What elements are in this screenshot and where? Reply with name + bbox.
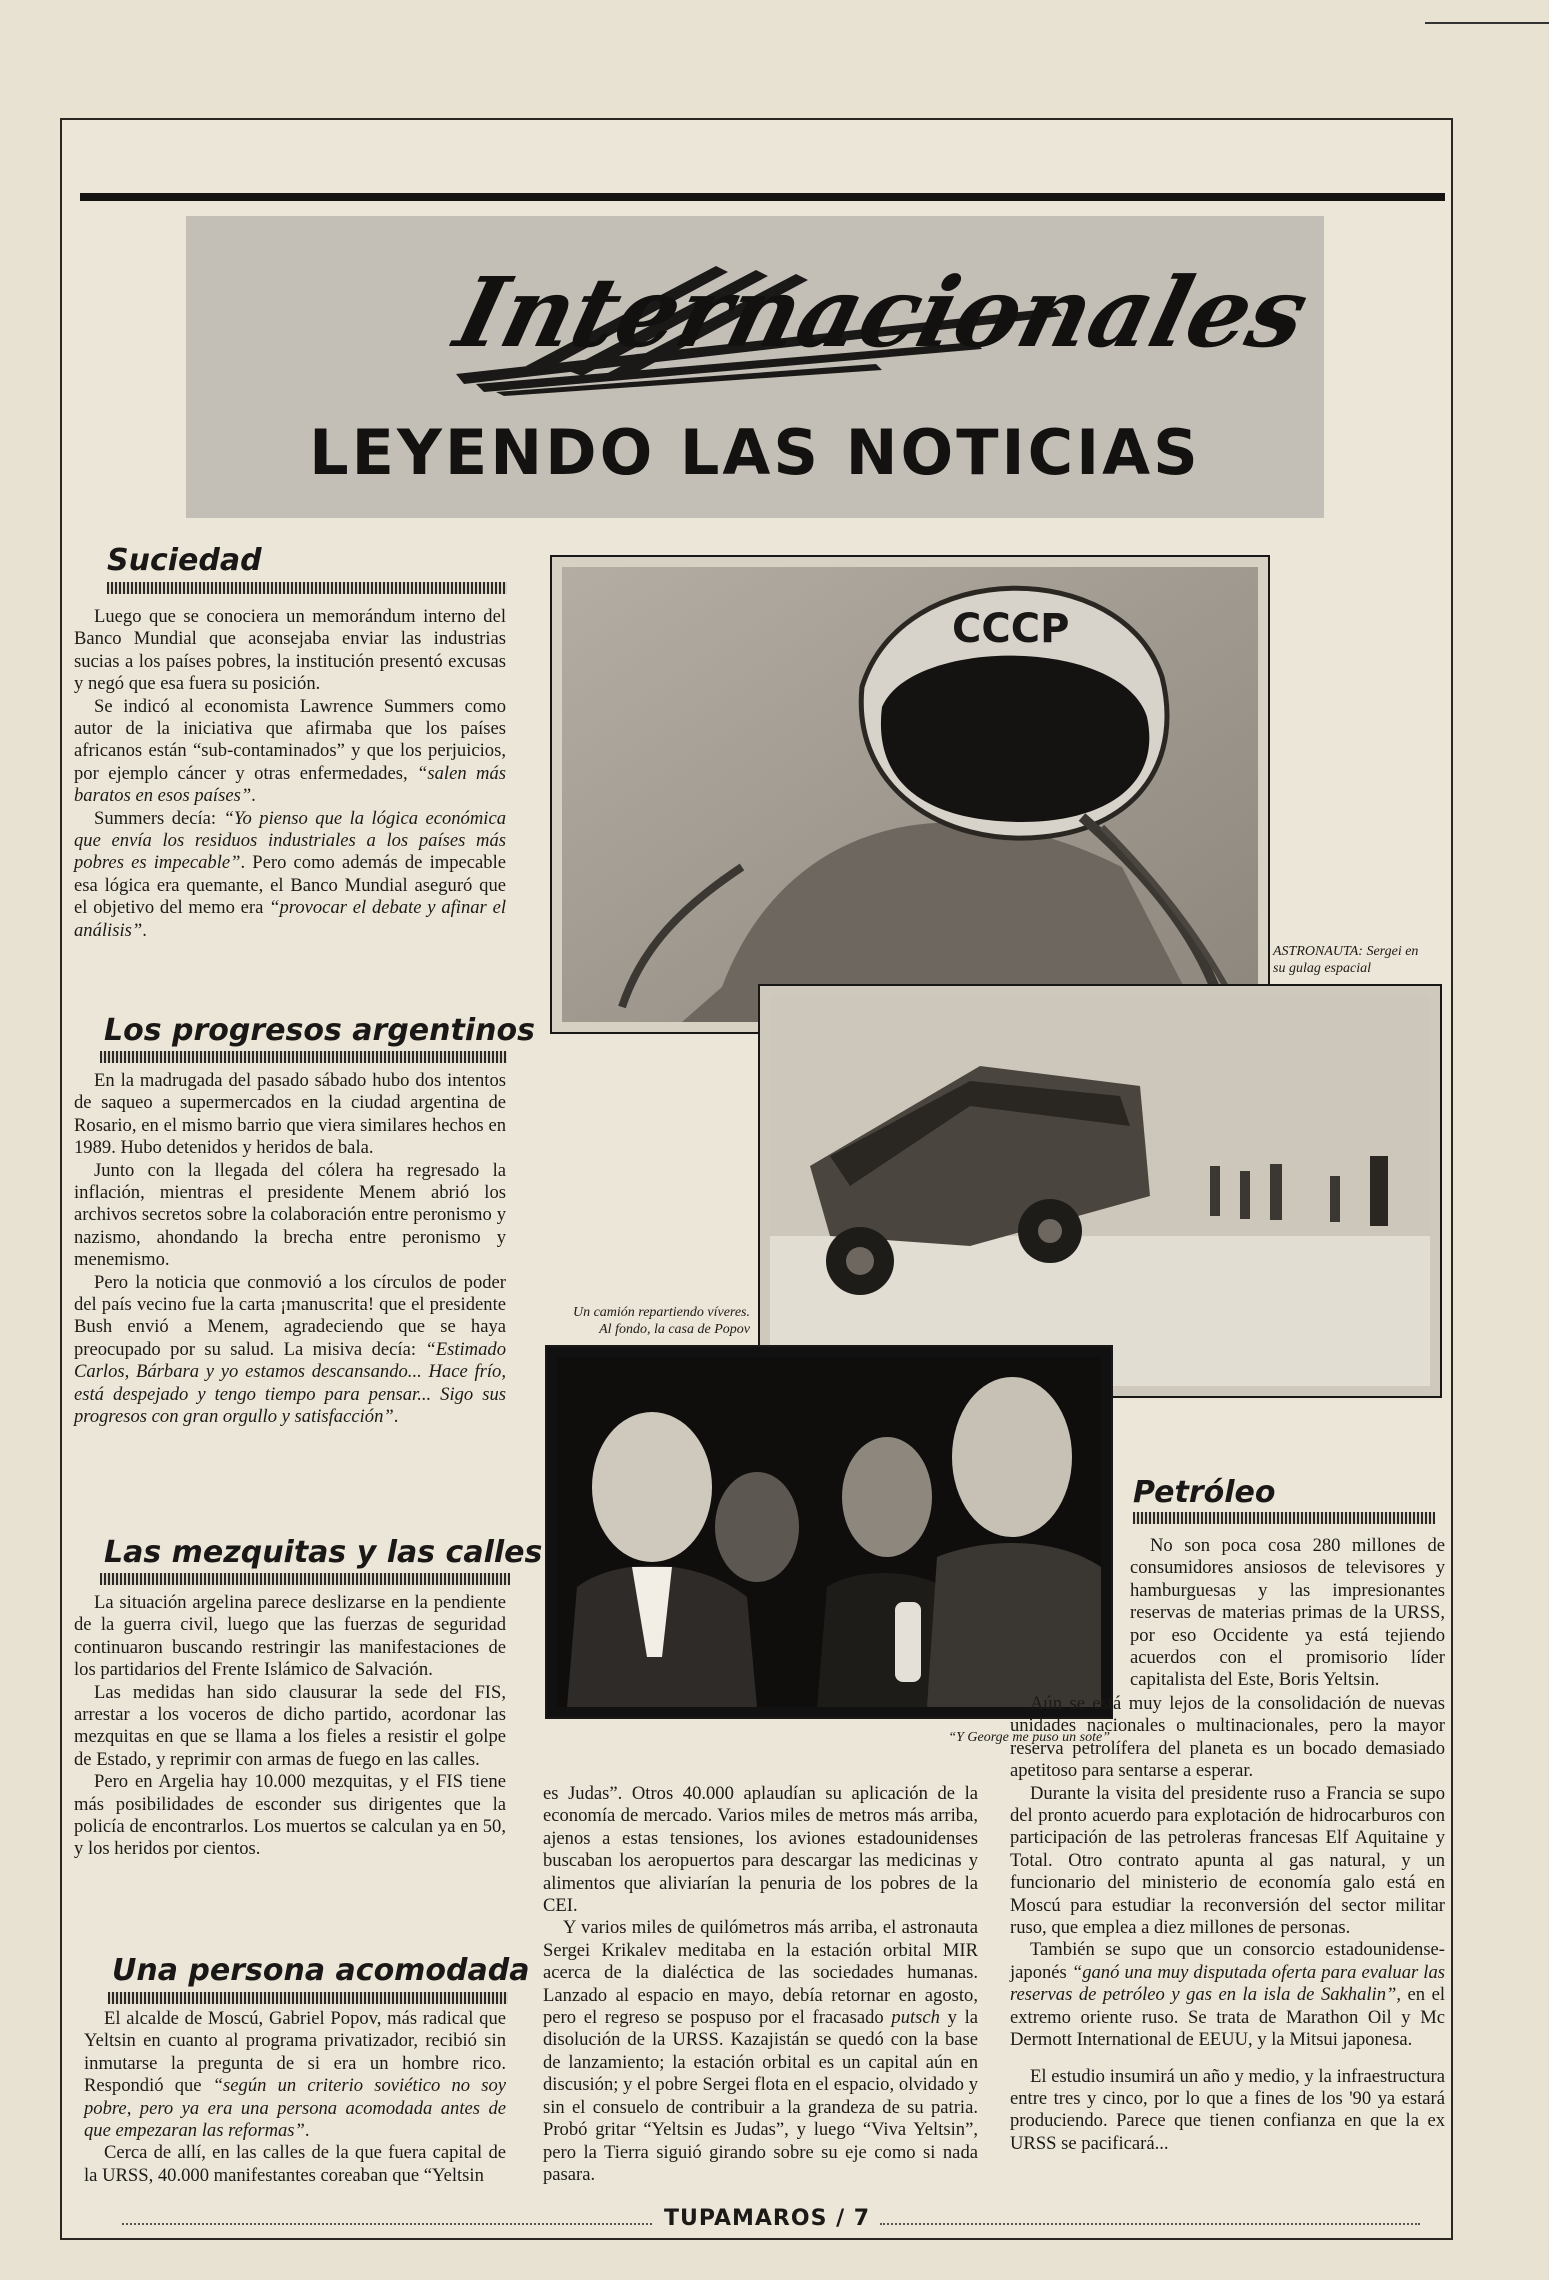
men-image <box>557 1357 1101 1707</box>
article-petroleo-top <box>1130 1535 1445 1692</box>
rule-progresos <box>100 1051 507 1063</box>
caption-truck: Un camión repartiendo víveres. Al fondo, la casa de Popov <box>572 1305 750 1337</box>
truck-image <box>770 996 1430 1386</box>
corner-rule <box>1425 22 1549 24</box>
article-progresos <box>74 1070 506 1429</box>
photo-astronaut <box>550 555 1270 1034</box>
top-heavy-rule <box>80 193 1445 201</box>
progresos-p3: Pero la noticia que conmovió a los círculos de poder del país vecino fue la carta ¡manuscrita! que el presidente Bush envió a Menem, agradeciendo que se haya preocupado por su salud. La misiva decía: “Estimado Carlos, Bárbara y yo estamos descansando... Hace frío, está despejado y tengo tiempo para pensar... Sigo sus progresos con gran orgullo y satisfacción”. <box>74 1271 506 1428</box>
footer-rule-left <box>122 2223 652 2225</box>
persona-p1: El alcalde de Moscú, Gabriel Popov, más radical que Yeltsin en cuanto al programa privatizador, recibió sin inmutarse la pregunta de si era un hombre rico. Respondió que “según un criterio soviético no soy pobre, pero ya era una persona acomodada antes de que empezaran las reformas”. <box>84 2008 507 2142</box>
banner-title: Internacionales <box>445 255 1319 369</box>
article-middle <box>543 1783 978 2186</box>
article-suciedad <box>74 606 506 942</box>
helmet-cccp-text: CCCP <box>952 606 1070 652</box>
heading-persona: Una persona acomodada <box>112 1953 530 1988</box>
petroleo-p2: Aún se está muy lejos de la consolidación de nuevas unidades nacionales o multinacionales, pero la mayor reserva petrolífera del planeta es un bocado demasiado apetitoso para sentarse a esperar. <box>1010 1693 1445 1782</box>
caption-astronaut: ASTRONAUTA: Sergei en su gulag espacial <box>1273 944 1419 976</box>
progresos-p1: En la madrugada del pasado sábado hubo dos intentos de saqueo a supermercados en la ciudad argentina de Rosario, en el mismo barrio que viera similares hechos en 1989. Hubo detenidos y heridos de bala. <box>74 1070 506 1159</box>
article-petroleo <box>1010 1693 1445 2155</box>
mezquitas-p1: La situación argelina parece deslizarse en la pendiente de la guerra civil, luego que las fuerzas de seguridad continuaron buscando restringir las manifestaciones de los partidarios del Frente Islámico de Salvación. <box>74 1592 506 1681</box>
petroleo-p5: El estudio insumirá un año y medio, y la infraestructura entre tres y cinco, por lo que a fines de los '90 ya estará produciendo. Parece que tienen confianza en que la ex URSS se pacificará... <box>1010 2065 1445 2154</box>
article-persona <box>84 2008 506 2187</box>
rule-petroleo <box>1133 1512 1435 1524</box>
article-mezquitas <box>74 1592 506 1861</box>
banner-subtitle: LEYENDO LAS NOTICIAS <box>309 416 1201 489</box>
persona-p2: Cerca de allí, en las calles de la que fuera capital de la URSS, 40.000 manifestantes coreaban que “Yeltsin <box>84 2142 506 2186</box>
middle-p2: Y varios miles de quilómetros más arriba, el astronauta Sergei Krikalev meditaba en la estación orbital MIR acerca de la dialéctica de las sociedades humanas. Lanzado al espacio en mayo, debía retornar en agosto, pero el regreso se pospuso por el fracasado putsch y la disolución de la URSS. Kazajistán se quedó con la base de lanzamiento; la estación orbital es un capital aún en discusión; y el pobre Sergei flota en el espacio, olvidado y sin el consuelo de contribuir a la grandeza de su patria. Probó gritar “Yeltsin es Judas”, y luego “Viva Yeltsin”, pero la Tierra siguió girando sobre su eje como si nada pasara. <box>543 1917 978 2185</box>
photo-truck <box>758 984 1442 1398</box>
footer-rule-right <box>880 2223 1420 2225</box>
suciedad-p3: Summers decía: “Yo pienso que la lógica económica que envía los residuos industriales a los países más pobres es impecable”. Pero como además de impecable esa lógica era quemante, el Banco Mundial aseguró que el objetivo del memo era “provocar el debate y afinar el análisis”. <box>74 807 506 941</box>
photo-men <box>545 1345 1113 1719</box>
heading-mezquitas: Las mezquitas y las calles <box>104 1535 543 1570</box>
footer-page-label: TUPAMAROS / 7 <box>664 2206 871 2231</box>
rule-suciedad <box>107 582 507 594</box>
suciedad-p2: Se indicó al economista Lawrence Summers como autor de la iniciativa que afirmaba que los países africanos están “sub-contaminados” y que los perjuicios, por ejemplo cáncer y otras enfermedades, “salen más baratos en esos países”. <box>74 695 506 807</box>
section-banner <box>186 216 1324 518</box>
internacionales-logo <box>416 246 1319 396</box>
progresos-p2: Junto con la llegada del cólera ha regresado la inflación, mientras el presidente Menem abrió los archivos secretos sobre la colaboración entre peronismo y nazismo, ahondando la brecha entre peronismo y menemismo. <box>74 1159 506 1271</box>
suciedad-p1: Luego que se conociera un memorándum interno del Banco Mundial que aconsejaba enviar las industrias sucias a los países pobres, la institución presentó excusas y negó que esa fuera su posición. <box>74 606 506 695</box>
rule-persona <box>108 1992 508 2004</box>
heading-petroleo: Petróleo <box>1133 1475 1276 1510</box>
heading-suciedad: Suciedad <box>107 543 262 578</box>
heading-progresos: Los progresos argentinos <box>104 1013 535 1048</box>
astronaut-image <box>562 567 1258 1022</box>
petroleo-p4: También se supo que un consorcio estadounidense-japonés “ganó una muy disputada oferta para evaluar las reservas de petróleo y gas en la isla de Sakhalin”, en el extremo oriente ruso. Se trata de Marathon Oil y Mc Dermott International de EEUU, y la Mitsui japonesa. <box>1010 1939 1446 2051</box>
mezquitas-p3: Pero en Argelia hay 10.000 mezquitas, y el FIS tiene más posibilidades de esconder sus dirigentes que la policía de encontrarlos. Los muertos se calculan ya en 50, y los heridos por cientos. <box>74 1771 506 1860</box>
mezquitas-p2: Las medidas han sido clausurar la sede del FIS, arrestar a los voceros de dicho partido, acordonar las mezquitas en que se llama a los fieles a resistir el golpe de Estado, y reprimir con armas de fuego en las calles. <box>74 1681 506 1770</box>
petroleo-p3: Durante la visita del presidente ruso a Francia se supo del pronto acuerdo para explotación de hidrocarburos con participación de las petroleras francesas Elf Aquitaine y Total. Otro contrato apunta al gas natural, y un funcionario del ministerio de economía galo está en Moscú para estudiar la reconversión del sector militar ruso, que emplea a diez millones de personas. <box>1010 1782 1445 1939</box>
rule-mezquitas <box>100 1573 510 1585</box>
middle-p1: es Judas”. Otros 40.000 aplaudían su aplicación de la economía de mercado. Varios miles de metros más arriba, ajenos a estas tensiones, los aviones estadounidenses buscaban los aeropuertos para descargar las medicinas y alimentos que aliviarían la penuria de los pobres de la CEI. <box>543 1783 978 1917</box>
petroleo-p1: No son poca cosa 280 millones de consumidores ansiosos de televisores y hamburguesas y las impresionantes reservas de materias primas de la URSS, por eso Occidente ya está tejiendo acuerdos con el promisorio líder capitalista del Este, Boris Yeltsin. <box>1130 1535 1445 1691</box>
caption-men: “Y George me puso un sote” <box>948 1730 1110 1745</box>
